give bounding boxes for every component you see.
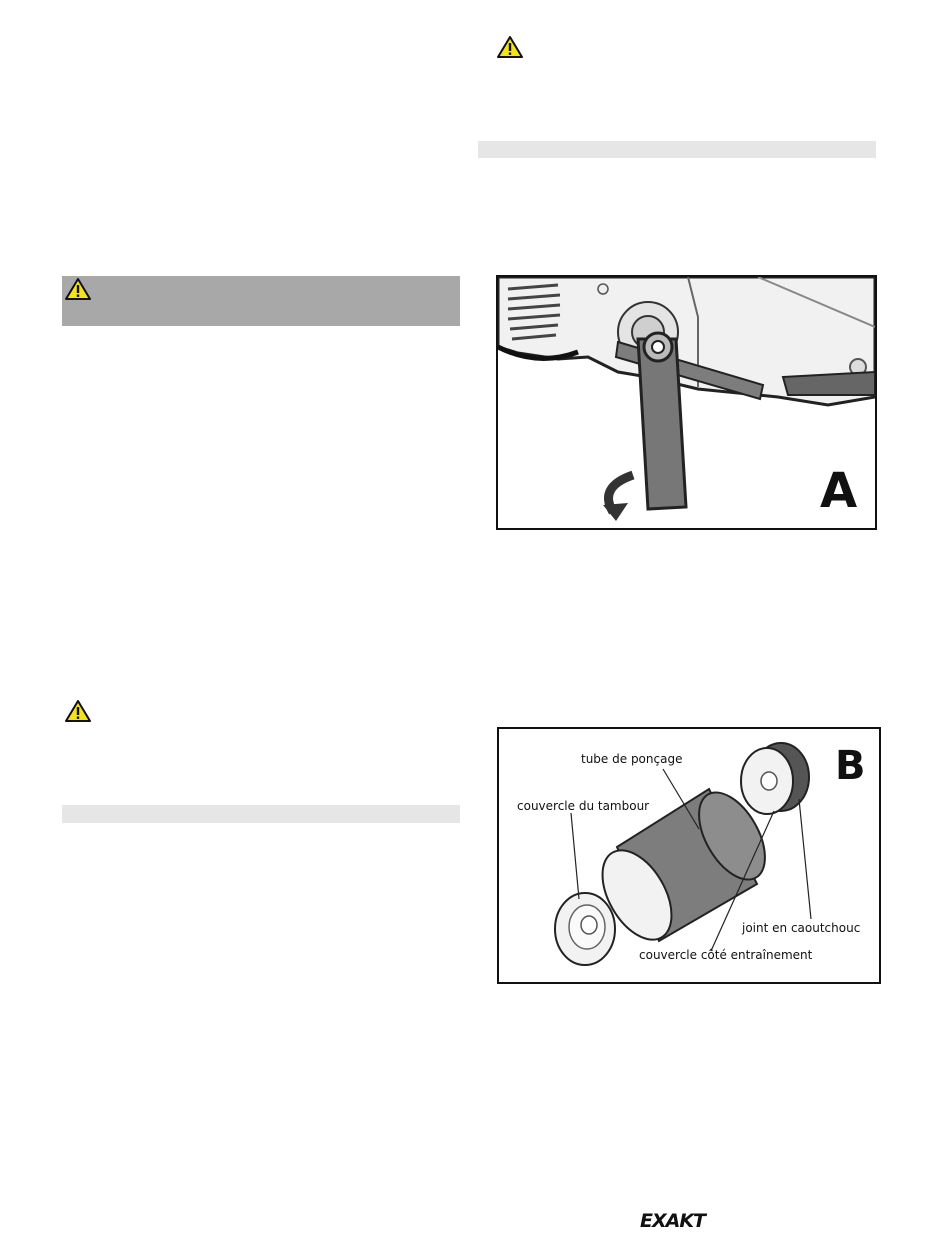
label-drive-side-cover: couvercle côté entraînement [639,948,813,962]
section-header-bar [62,805,460,823]
label-sanding-tube: tube de ponçage [581,752,683,766]
warning-triangle-icon [65,699,91,723]
warning-box [62,276,460,326]
figure-a-letter: A [820,463,858,519]
figure-b-drum [497,727,881,984]
figure-b-letter: B [835,743,866,789]
wrench-illustration [498,277,875,528]
warning-triangle-icon [497,35,523,59]
section-header-bar [478,141,876,158]
drum-illustration [499,729,879,982]
exakt-logo: EXAKT [640,1210,706,1232]
warning-triangle-icon [65,277,91,301]
label-rubber-seal: joint en caoutchouc [742,921,861,935]
figure-a-wrench [496,275,877,530]
label-drum-cover: couvercle du tambour [517,799,650,813]
